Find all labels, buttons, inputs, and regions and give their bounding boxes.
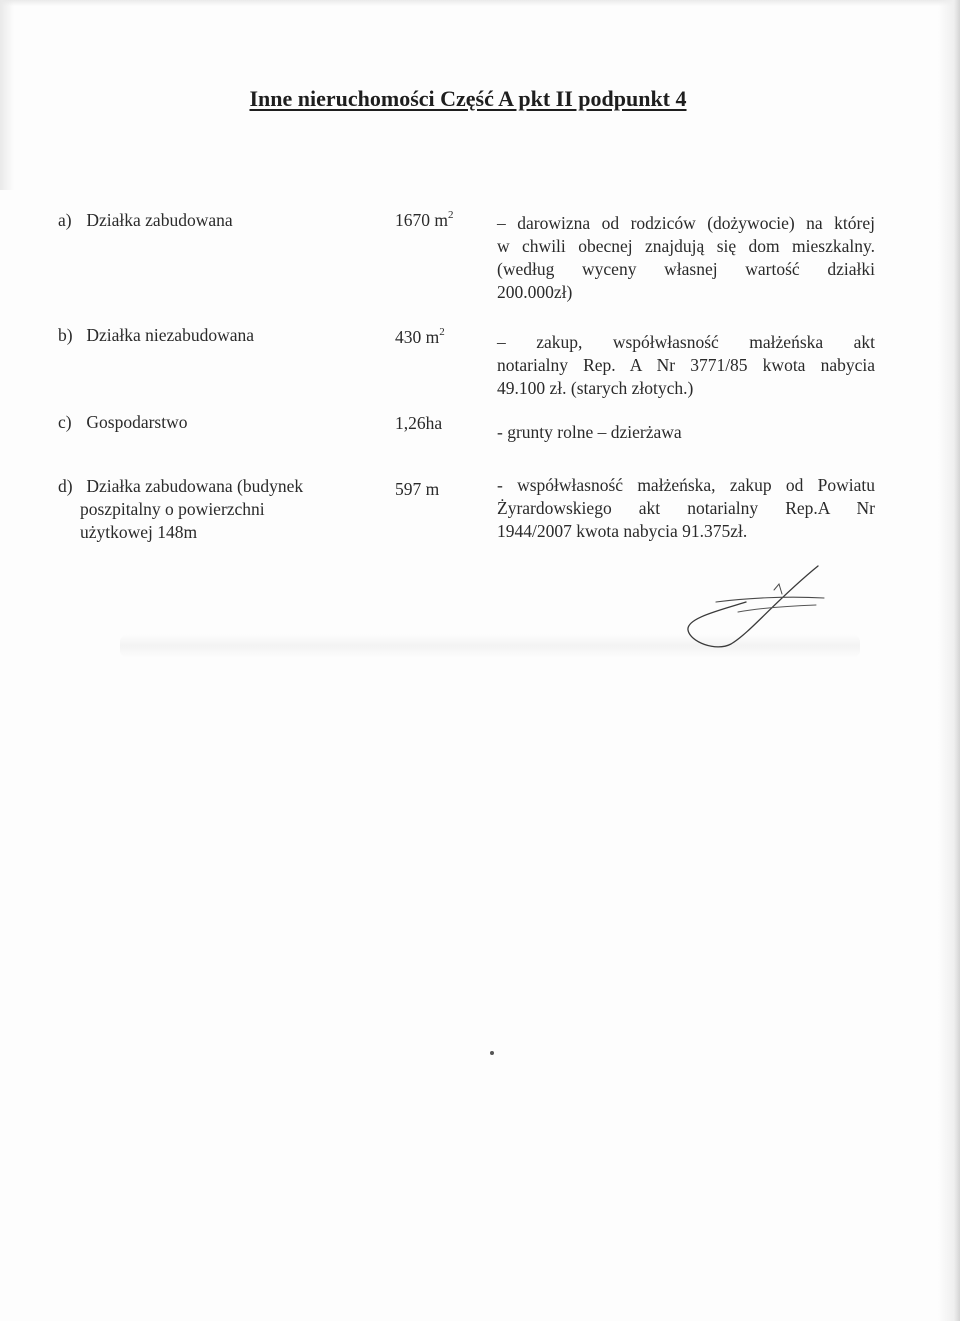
item-a-area (395, 209, 485, 232)
item-a-letter: a) (58, 210, 72, 230)
item-d-description-line: 1944/2007 kwota nabycia 91.375zł. (497, 521, 748, 541)
document-title: Inne nieruchomości Część A pkt II podpunkt 4 (249, 86, 687, 111)
item-c-description (497, 421, 875, 444)
item-a-label (58, 209, 358, 232)
item-d-area (395, 478, 485, 501)
item-d-letter: d) (58, 476, 73, 496)
item-d-description-line: - współwłasność małżeńska, zakup od Powiatu (497, 475, 875, 495)
item-a-description (497, 212, 875, 304)
item-d-label-line: Działka zabudowana (budynek (86, 476, 304, 496)
item-b-area-unit-exponent: 2 (439, 326, 445, 338)
item-a-description-line: (według wyceny własnej wartość działki (497, 259, 875, 279)
item-a-area-unit-exponent: 2 (448, 209, 454, 221)
item-b-description-line: 49.100 zł. (starych złotych.) (497, 378, 694, 398)
item-b-area (395, 326, 485, 349)
item-c-letter: c) (58, 412, 72, 432)
item-c-description-line: - grunty rolne – dzierżawa (497, 422, 682, 442)
item-d-label-line: użytkowej 148m (80, 522, 198, 542)
item-d-description (497, 474, 875, 543)
item-b-description (497, 331, 875, 400)
item-d-description-line: Żyrardowskiego akt notarialny Rep.A Nr (497, 498, 875, 518)
item-b-label (58, 324, 358, 347)
item-c-label-text: Gospodarstwo (86, 412, 188, 432)
item-c-area (395, 412, 485, 435)
item-a-label-text: Działka zabudowana (86, 210, 233, 230)
stray-mark (490, 1051, 494, 1055)
item-d-label (58, 475, 358, 544)
item-c-label (58, 411, 358, 434)
item-a-area-value: 1670 m (395, 210, 448, 230)
item-a-description-line: 200.000zł) (497, 282, 573, 302)
item-c-area-value: 1,26ha (395, 413, 443, 433)
scan-shadow-top (0, 0, 960, 6)
item-d-label-line: poszpitalny o powierzchni (80, 499, 265, 519)
item-b-description-line: notarialny Rep. A Nr 3771/85 kwota nabycia (497, 355, 875, 375)
item-d-area-value: 597 m (395, 479, 440, 499)
signature-icon (676, 560, 826, 665)
scan-shadow-right (938, 0, 960, 1321)
item-a-description-line: w chwili obecnej znajdują się dom mieszkalny. (497, 236, 875, 256)
item-b-area-value: 430 m (395, 327, 440, 347)
item-b-description-line: – zakup, współwłasność małżeńska akt (497, 332, 875, 352)
item-b-letter: b) (58, 325, 73, 345)
item-a-description-line: – darowizna od rodziców (dożywocie) na której (497, 213, 875, 233)
item-b-label-text: Działka niezabudowana (86, 325, 255, 345)
